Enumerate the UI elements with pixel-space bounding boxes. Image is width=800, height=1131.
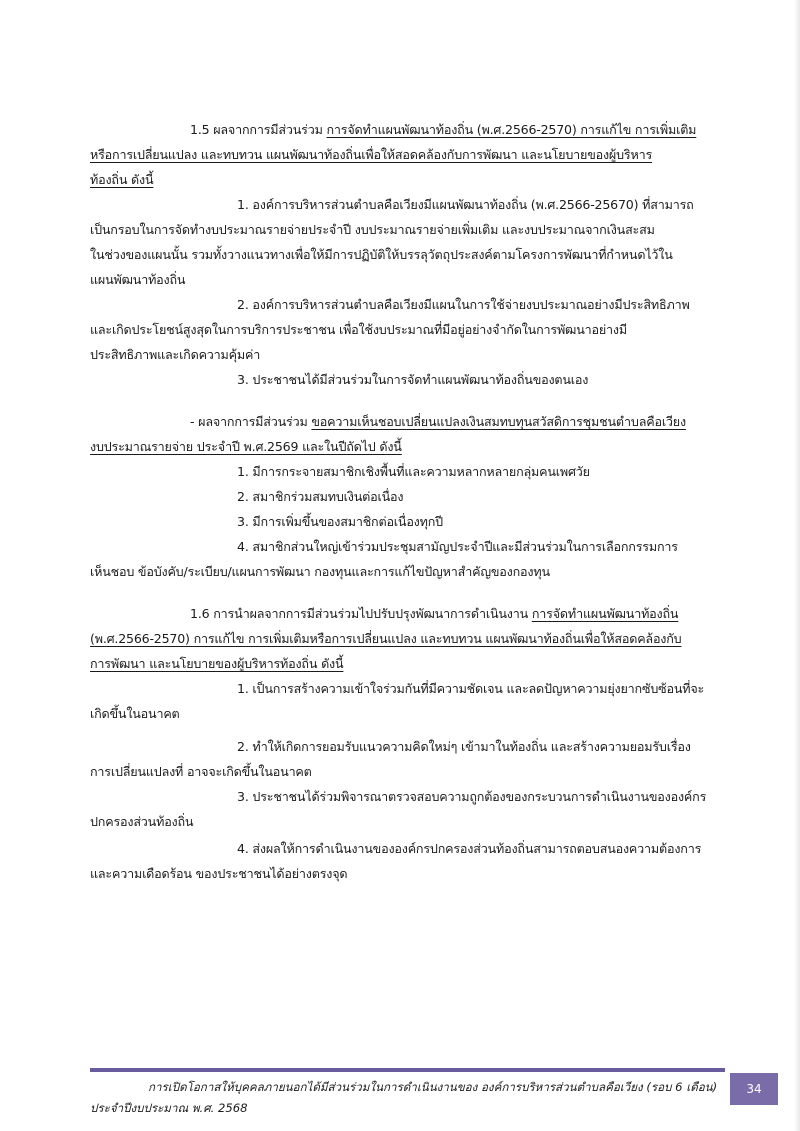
heading-underlined-text: การจัดทำแผนพัฒนาท้องถิ่น xyxy=(531,606,679,621)
section-1-5-item-2-line-2: และเกิดประโยชน์สูงสุดในการบริการประชาชน เพื่อใช้งบประมาณที่มีอยู่อย่างจำกัดในการพัฒนาอย่างมี xyxy=(90,322,627,337)
section-1-6-heading-line-2: (พ.ศ.2566-2570) การแก้ไข การเพิ่มเติมหรือการเปลี่ยนแปลง และทบทวน แผนพัฒนาท้องถิ่นเพื่อให้สอดคล้องกับ xyxy=(90,631,682,646)
section-1-5-item-2-line-3: ประสิทธิภาพและเกิดความคุ้มค่า xyxy=(90,347,261,362)
section-1-6-item-3-line-1: 3. ประชาชนได้ร่วมพิจารณาตรวจสอบความถูกต้องของกระบวนการดำเนินงานขององค์กร xyxy=(237,789,707,804)
section-1-6-item-4-line-2: และความเดือดร้อน ของประชาชนได้อย่างตรงจุด xyxy=(90,866,348,881)
footer-fiscal-year: ประจำปีงบประมาณ พ.ศ. 2568 xyxy=(90,1101,248,1115)
section-1-5-item-1-line-3: ในช่วงของแผนนั้น รวมทั้งวางแนวทางเพื่อให้มีการปฏิบัติให้บรรลุวัตถุประสงค์ตามโครงการพัฒนาที่กำหนดไว้ใน xyxy=(90,247,673,262)
section-1-6-item-1-line-2: เกิดขึ้นในอนาคต xyxy=(90,706,180,721)
section-1-5-item-1-line-2: เป็นกรอบในการจัดทำงบประมาณรายจ่ายประจำปี งบประมาณรายจ่ายเพิ่มเติม และงบประมาณจากเงินสะสม xyxy=(90,222,655,237)
section-1-6-item-1-line-1: 1. เป็นการสร้างความเข้าใจร่วมกันที่มีความชัดเจน และลดปัญหาความยุ่งยากซับซ้อนที่จะ xyxy=(237,681,705,696)
section-1-6-heading xyxy=(190,605,678,623)
heading-text: - ผลจากการมีส่วนร่วม xyxy=(190,414,312,429)
page-edge-shadow xyxy=(794,0,800,1131)
fund-section-item-3: 3. มีการเพิ่มขึ้นของสมาชิกต่อเนื่องทุกปี xyxy=(237,514,443,529)
fund-section-heading xyxy=(190,413,686,431)
heading-text: 1.6 การนำผลจากการมีส่วนร่วมไปปรับปรุงพัฒนาการดำเนินงาน xyxy=(190,606,532,621)
fund-section-item-1: 1. มีการกระจายสมาชิกเชิงพื้นที่และความหลากหลายกลุ่มคนเพศวัย xyxy=(237,464,590,479)
fund-section-item-4-line-1: 4. สมาชิกส่วนใหญ่เข้าร่วมประชุมสามัญประจำปีและมีส่วนร่วมในการเลือกกรรมการ xyxy=(237,539,678,554)
section-1-6-item-4-line-1: 4. ส่งผลให้การดำเนินงานขององค์กรปกครองส่วนท้องถิ่นสามารถตอบสนองความต้องการ xyxy=(237,841,702,856)
section-1-5-item-3: 3. ประชาชนได้มีส่วนร่วมในการจัดทำแผนพัฒนาท้องถิ่นของตนเอง xyxy=(237,372,589,387)
section-1-5-heading-line-2: หรือการเปลี่ยนแปลง และทบทวน แผนพัฒนาท้องถิ่นเพื่อให้สอดคล้องกับการพัฒนา และนโยบายของผู้บริหาร xyxy=(90,147,653,162)
section-1-5-item-2-line-1: 2. องค์การบริหารส่วนตำบลคือเวียงมีแผนในการใช้จ่ายงบประมาณอย่างมีประสิทธิภาพ xyxy=(237,297,690,312)
heading-text: 1.5 ผลจากการมีส่วนร่วม xyxy=(190,122,327,137)
footer-rule xyxy=(90,1068,725,1072)
fund-section-heading-line-2: งบประมาณรายจ่าย ประจำปี พ.ศ.2569 และในปีถัดไป ดังนี้ xyxy=(90,439,402,454)
section-1-5-item-1-line-4: แผนพัฒนาท้องถิ่น xyxy=(90,272,186,287)
section-1-5-item-1-line-1: 1. องค์การบริหารส่วนตำบลคือเวียงมีแผนพัฒนาท้องถิ่น (พ.ศ.2566-25670) ที่สามารถ xyxy=(237,197,694,212)
fund-section-item-2: 2. สมาชิกร่วมสมทบเงินต่อเนื่อง xyxy=(237,489,404,504)
heading-underlined-text: ขอความเห็นชอบเปลี่ยนแปลงเงินสมทบทุนสวัสดิการชุมชนตำบลคือเวียง xyxy=(311,414,686,429)
section-1-6-item-2-line-1: 2. ทำให้เกิดการยอมรับแนวความคิดใหม่ๆ เข้ามาในท้องถิ่น และสร้างความยอมรับเรื่อง xyxy=(237,739,691,754)
page-number-badge xyxy=(730,1073,778,1105)
section-1-5-heading xyxy=(190,121,696,139)
section-1-6-item-3-line-2: ปกครองส่วนท้องถิ่น xyxy=(90,814,194,829)
heading-underlined-text: การจัดทำแผนพัฒนาท้องถิ่น (พ.ศ.2566-2570) การแก้ไข การเพิ่มเติม xyxy=(326,122,697,137)
fund-section-item-4-line-2: เห็นชอบ ข้อบังคับ/ระเบียบ/แผนการพัฒนา กองทุนและการแก้ไขปัญหาสำคัญของกองทุน xyxy=(90,564,550,579)
section-1-5-heading-line-3: ท้องถิ่น ดังนี้ xyxy=(90,172,154,187)
section-1-6-item-2-line-2: การเปลี่ยนแปลงที่ อาจจะเกิดขึ้นในอนาคต xyxy=(90,764,312,779)
section-1-6-heading-line-3: การพัฒนา และนโยบายของผู้บริหารท้องถิ่น ดังนี้ xyxy=(90,656,344,671)
page-number: 34 xyxy=(746,1082,762,1096)
footer-title: การเปิดโอกาสให้บุคคลภายนอกได้มีส่วนร่วมในการดำเนินงานของ องค์การบริหารส่วนตำบลคือเวียง (รอบ 6 เดือน) xyxy=(148,1080,718,1094)
